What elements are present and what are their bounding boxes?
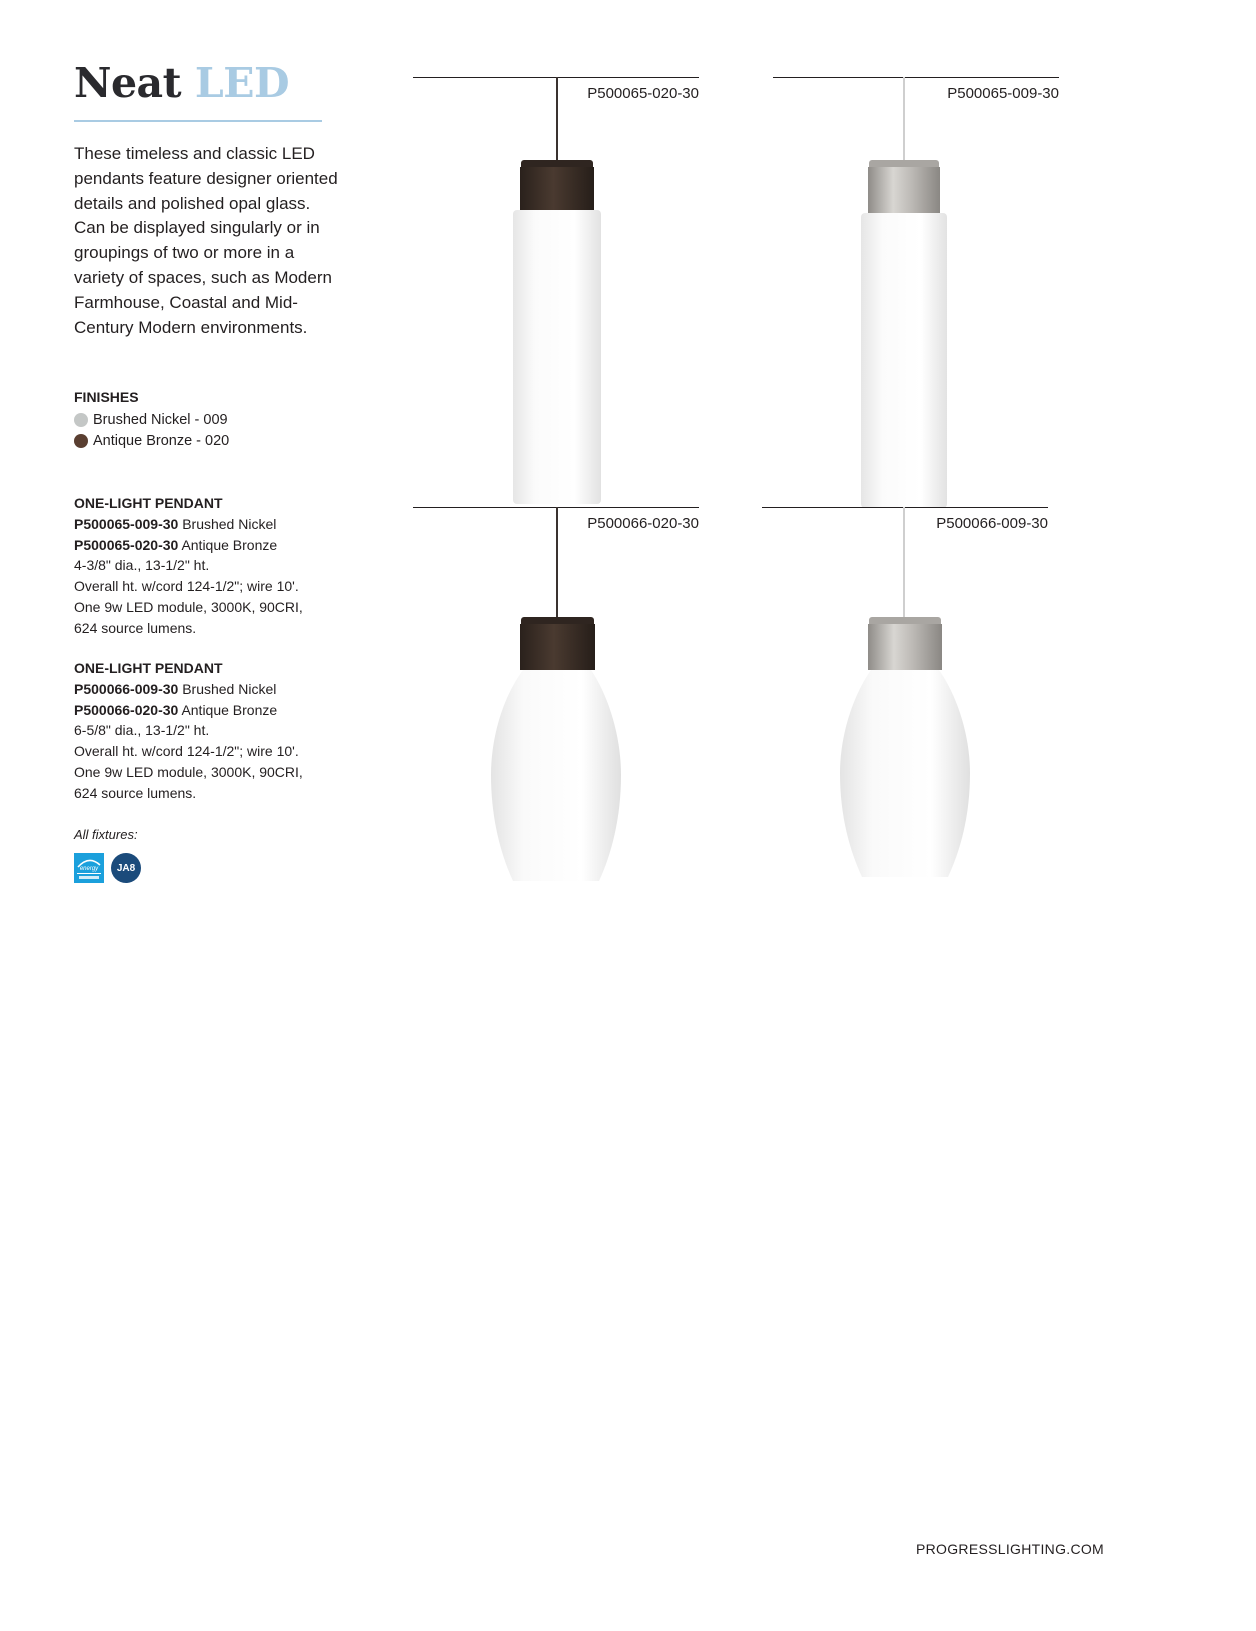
ja8-badge: JA8 bbox=[111, 853, 141, 883]
footer-website: PROGRESSLIGHTING.COM bbox=[916, 1541, 1105, 1557]
antique-bronze-swatch-icon bbox=[74, 434, 88, 448]
product-p500066-020-30 bbox=[413, 507, 699, 887]
model-code: P500065-009-30 bbox=[74, 515, 179, 532]
model-row bbox=[74, 535, 374, 556]
energy-star-icon bbox=[74, 853, 104, 883]
finish-item-brushed-nickel bbox=[74, 412, 228, 428]
spec-line: One 9w LED module, 3000K, 90CRI, bbox=[74, 763, 303, 780]
product-sku: P500065-009-30 bbox=[947, 85, 1059, 102]
spec-line: 4-3/8" dia., 13-1/2" ht. bbox=[74, 557, 210, 574]
finish-label: Brushed Nickel - 009 bbox=[93, 412, 228, 428]
product-sku: P500065-020-30 bbox=[587, 85, 699, 102]
spec-heading: ONE-LIGHT PENDANT bbox=[74, 495, 223, 511]
all-fixtures-label: All fixtures: bbox=[74, 827, 138, 842]
model-row bbox=[74, 514, 374, 535]
model-row bbox=[74, 700, 374, 721]
title-word-neat: Neat bbox=[74, 59, 182, 107]
model-finish: Brushed Nickel bbox=[182, 680, 277, 697]
ovoid-pendant-nickel-icon bbox=[762, 507, 1048, 887]
svg-text:energy: energy bbox=[79, 866, 99, 872]
spec-line: 624 source lumens. bbox=[74, 619, 197, 636]
product-p500066-009-30 bbox=[762, 507, 1048, 887]
spec-line: One 9w LED module, 3000K, 90CRI, bbox=[74, 598, 303, 615]
model-finish: Antique Bronze bbox=[181, 536, 278, 553]
spec-line: Overall ht. w/cord 124-1/2"; wire 10'. bbox=[74, 743, 299, 760]
spec-line: Overall ht. w/cord 124-1/2"; wire 10'. bbox=[74, 578, 299, 595]
spec-line: 6-5/8" dia., 13-1/2" ht. bbox=[74, 722, 210, 739]
product-p500065-020-30 bbox=[413, 77, 699, 437]
model-code: P500066-020-30 bbox=[74, 701, 179, 718]
spec-line: 624 source lumens. bbox=[74, 784, 197, 801]
brushed-nickel-swatch-icon bbox=[74, 413, 88, 427]
product-sku: P500066-009-30 bbox=[936, 515, 1048, 532]
spec-block-p500066 bbox=[74, 658, 374, 804]
title-word-led: LED bbox=[194, 59, 289, 107]
model-row bbox=[74, 679, 374, 700]
ovoid-pendant-bronze-icon bbox=[413, 507, 699, 887]
cylinder-pendant-bronze-icon bbox=[413, 77, 699, 437]
model-finish: Brushed Nickel bbox=[182, 515, 277, 532]
product-p500065-009-30 bbox=[773, 77, 1059, 437]
product-sku: P500066-020-30 bbox=[587, 515, 699, 532]
page-title bbox=[74, 58, 289, 108]
finishes-heading: FINISHES bbox=[74, 389, 139, 405]
title-underline bbox=[74, 120, 322, 122]
model-code: P500066-009-30 bbox=[74, 680, 179, 697]
cylinder-pendant-nickel-icon bbox=[773, 77, 1059, 437]
spec-block-p500065 bbox=[74, 493, 374, 639]
intro-paragraph: These timeless and classic LED pendants feature designer oriented details and polished opal glass. Can be displayed singularly or in groupings of two or more in a variety of spaces, such as Modern Farmhouse, Coastal and Mid-Century Modern environments. bbox=[74, 144, 338, 337]
model-finish: Antique Bronze bbox=[181, 701, 278, 718]
finish-label: Antique Bronze - 020 bbox=[93, 433, 230, 449]
model-code: P500065-020-30 bbox=[74, 536, 179, 553]
spec-heading: ONE-LIGHT PENDANT bbox=[74, 660, 223, 676]
finish-item-antique-bronze bbox=[74, 433, 229, 449]
